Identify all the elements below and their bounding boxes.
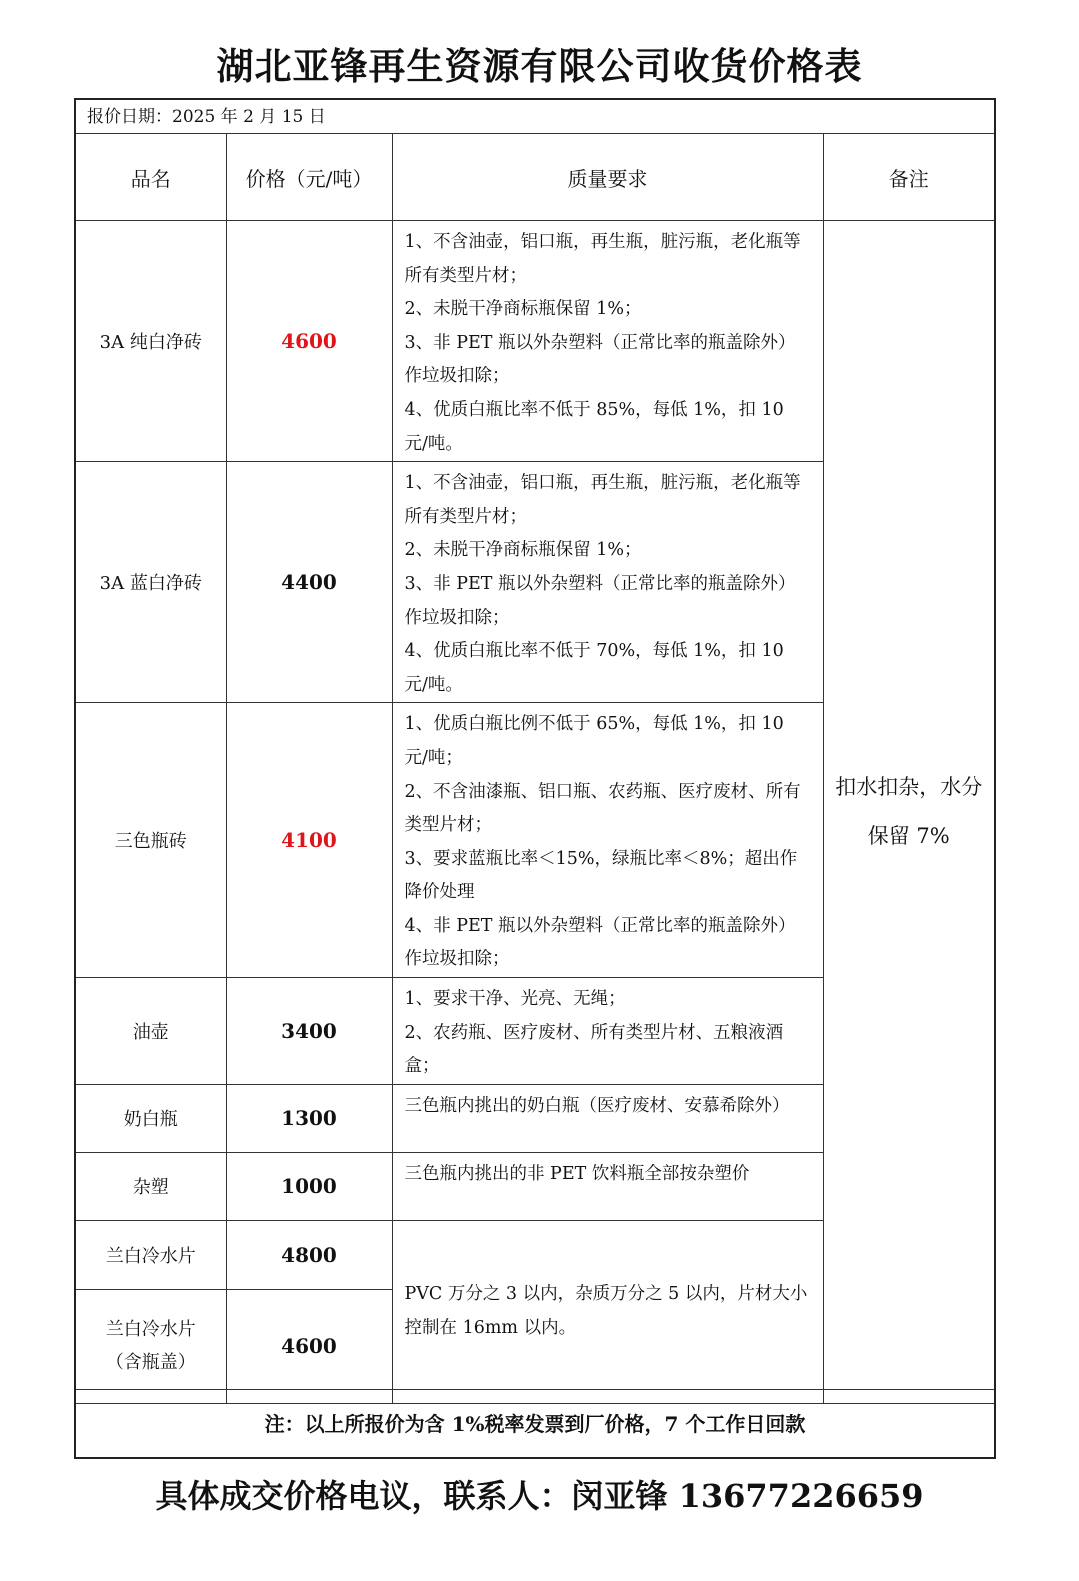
product-name — [76, 1289, 226, 1403]
quality-requirements — [392, 221, 823, 462]
requirement-item: 2、未脱干净商标瓶保留 1%； — [404, 299, 642, 320]
requirement-item: 三色瓶内挑出的非 PET 饮料瓶全部按杂塑价 — [404, 1163, 750, 1184]
product-price: 4100 — [226, 703, 392, 978]
contact-text: 具体成交价格电议，联系人：闵亚锋 — [155, 1477, 668, 1515]
requirement-item: 三色瓶内挑出的奶白瓶（医疗废材、安慕希除外） — [404, 1095, 790, 1116]
requirement-item: 4、非 PET 瓶以外杂塑料（正常比率的瓶盖除外）作垃圾扣除； — [404, 915, 796, 970]
requirement-item: 3、非 PET 瓶以外杂塑料（正常比率的瓶盖除外）作垃圾扣除； — [404, 332, 796, 387]
product-name-line: （含瓶盖） — [105, 1352, 196, 1374]
product-price: 4600 — [226, 221, 392, 462]
requirement-item: 1、不含油壶，铝口瓶，再生瓶，脏污瓶，老化瓶等所有类型片材； — [404, 473, 801, 527]
requirement-item: 1、要求干净、光亮、无绳； — [404, 989, 626, 1010]
remarks-line: 扣水扣杂，水分 — [835, 774, 983, 799]
contact-phone: 13677226659 — [678, 1477, 924, 1515]
header-price: 价格（元/吨） — [226, 134, 392, 221]
requirement-item: 1、不含油壶，铝口瓶，再生瓶，脏污瓶，老化瓶等所有类型片材； — [404, 232, 801, 286]
product-name: 杂塑 — [76, 1152, 226, 1220]
requirement-item: 4、优质白瓶比率不低于 85%，每低 1%，扣 10 元/吨。 — [404, 399, 784, 454]
product-name: 奶白瓶 — [76, 1084, 226, 1152]
quote-date: 报价日期：2025 年 2 月 15 日 — [76, 100, 994, 134]
header-name: 品名 — [76, 134, 226, 221]
table-header-row — [76, 134, 994, 221]
quality-requirements — [392, 462, 823, 703]
product-name: 三色瓶砖 — [76, 703, 226, 978]
product-name: 兰白冷水片 — [76, 1220, 226, 1289]
quality-requirements — [392, 1152, 823, 1220]
product-name: 油壶 — [76, 978, 226, 1085]
header-remarks: 备注 — [823, 134, 994, 221]
product-name-line: 兰白冷水片 — [105, 1319, 196, 1341]
requirement-item: 1、优质白瓶比例不低于 65%，每低 1%，扣 10 元/吨； — [404, 714, 784, 768]
requirement-item: 2、不含油漆瓶、铝口瓶、农药瓶、医疗废材、所有类型片材； — [404, 781, 801, 836]
quality-requirements — [392, 978, 823, 1085]
price-sheet — [74, 98, 996, 1459]
requirement-item: 2、农药瓶、医疗废材、所有类型片材、五粮液酒盒； — [404, 1022, 784, 1077]
contact-line — [0, 1472, 1079, 1520]
product-price: 4800 — [226, 1220, 392, 1289]
quality-requirements — [392, 703, 823, 978]
requirement-item: 3、非 PET 瓶以外杂塑料（正常比率的瓶盖除外）作垃圾扣除； — [404, 573, 796, 628]
remarks-line: 保留 7% — [867, 823, 950, 848]
price-table — [76, 134, 994, 1404]
quality-requirements — [392, 1220, 823, 1403]
product-price: 1300 — [226, 1084, 392, 1152]
requirement-item: 3、要求蓝瓶比率＜15%，绿瓶比率＜8%；超出作降价处理 — [404, 848, 798, 903]
table-row — [76, 221, 994, 462]
requirement-item: 4、优质白瓶比率不低于 70%，每低 1%，扣 10 元/吨。 — [404, 641, 784, 695]
footer-note: 注：以上所报价为含 1%税率发票到厂价格，7 个工作日回款 — [76, 1389, 994, 1457]
page-title: 湖北亚锋再生资源有限公司收货价格表 — [216, 45, 863, 88]
quality-requirements — [392, 1084, 823, 1152]
product-price: 3400 — [226, 978, 392, 1085]
remarks-cell — [823, 221, 994, 1404]
product-name: 3A 蓝白净砖 — [76, 462, 226, 703]
product-price: 1000 — [226, 1152, 392, 1220]
product-price: 4600 — [226, 1289, 392, 1403]
requirement-item: PVC 万分之 3 以内，杂质万分之 5 以内，片材大小控制在 16mm 以内。 — [404, 1284, 808, 1338]
header-quality: 质量要求 — [392, 134, 823, 221]
product-price: 4400 — [226, 462, 392, 703]
requirement-item: 2、未脱干净商标瓶保留 1%； — [404, 540, 642, 561]
product-name: 3A 纯白净砖 — [76, 221, 226, 462]
